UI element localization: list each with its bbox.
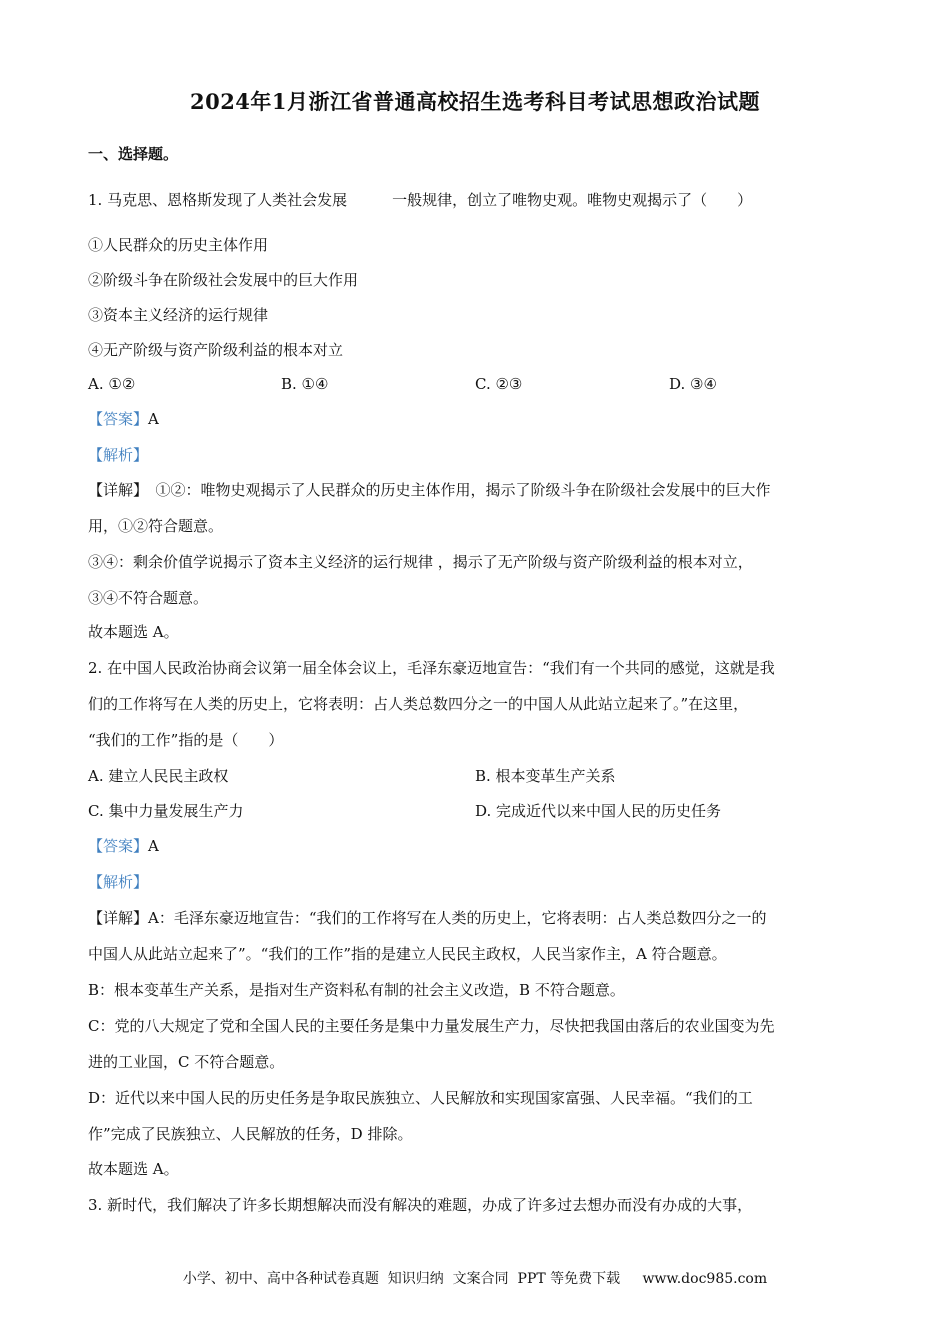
q2-analysis-tag: 【解析】 [88,873,149,891]
q1-item: ①人民群众的历史主体作用 [88,236,269,254]
q1-option-c: C. ②③ [475,375,523,393]
detail-text: A：毛泽东豪迈地宣告：“我们的工作将写在人类的历史上，它将表明：占人类总数四分之一的 [148,909,767,927]
q2-detail-line: 作”完成了民族独立、人民解放的任务，D 排除。 [88,1125,413,1143]
q1-option-d: D. ③④ [669,375,717,393]
q1-detail-line: ③④：剩余价值学说揭示了资本主义经济的运行规律 ，揭示了无产阶级与资产阶级利益的根本对立， [88,553,753,571]
q2-stem: 2. 在中国人民政治协商会议第一届全体会议上，毛泽东豪迈地宣告：“我们有一个共同的感觉，这就是我 [88,659,775,677]
q1-detail-line: 用，①②符合题意。 [88,517,224,535]
q1-detail [88,480,771,500]
q1-stem: 1. 马克思、恩格斯发现了人类社会发展 一般规律，创立了唯物史观。唯物史观揭示了（ ） [88,191,753,209]
q1-item: ②阶级斗争在阶级社会发展中的巨大作用 [88,271,359,289]
q2-option-b: B. 根本变革生产关系 [475,767,616,785]
q1-option-a: A. ①② [88,375,136,393]
q1-analysis-tag: 【解析】 [88,446,149,464]
answer-value: A [148,410,159,428]
answer-tag: 【答案】 [88,410,149,428]
answer-value: A [148,837,159,855]
q1-item: ④无产阶级与资产阶级利益的根本对立 [88,341,344,359]
q2-detail [88,908,767,928]
page-title: 2024年1月浙江省普通高校招生选考科目考试思想政治试题 [189,89,761,114]
q2-option-a: A. 建立人民民主政权 [88,767,229,785]
q2-answer [88,836,159,856]
q2-detail-line: 进的工业国，C 不符合题意。 [88,1053,285,1071]
detail-text: ①②：唯物史观揭示了人民群众的历史主体作用，揭示了阶级斗争在阶级社会发展中的巨大作 [140,481,771,499]
q1-detail-line: ③④不符合题意。 [88,589,209,607]
q2-conclusion: 故本题选 A。 [88,1160,179,1178]
detail-tag: 【详解】 [88,909,149,927]
q2-detail-line: B：根本变革生产关系，是指对生产资料私有制的社会主义改造，B 不符合题意。 [88,981,625,999]
q2-detail-line: C：党的八大规定了党和全国人民的主要任务是集中力量发展生产力，尽快把我国由落后的农业国变为先 [88,1017,775,1035]
q1-conclusion: 故本题选 A。 [88,623,179,641]
q2-stem: 们的工作将写在人类的历史上，它将表明：占人类总数四分之一的中国人从此站立起来了。”在这里， [88,695,749,713]
q1-item: ③资本主义经济的运行规律 [88,306,269,324]
q2-option-d: D. 完成近代以来中国人民的历史任务 [475,802,722,820]
detail-tag: 【详解】 [88,481,141,499]
page-footer: 小学、初中、高中各种试卷真题 知识归纳 文案合同 PPT 等免费下载 www.doc985.com [182,1271,768,1287]
q1-answer [88,409,159,429]
q2-stem: “我们的工作”指的是（ ） [88,731,284,749]
q2-option-c: C. 集中力量发展生产力 [88,802,244,820]
section-heading: 一、选择题。 [88,145,179,163]
q2-detail-line: 中国人从此站立起来了”。“我们的工作”指的是建立人民民主政权，人民当家作主，A 符合题意。 [88,945,727,963]
q3-stem: 3. 新时代，我们解决了许多长期想解决而没有解决的难题，办成了许多过去想办而没有办成的大事， [88,1196,753,1214]
q1-option-b: B. ①④ [281,375,329,393]
answer-tag: 【答案】 [88,837,149,855]
q2-detail-line: D：近代以来中国人民的历史任务是争取民族独立、人民解放和实现国家富强、人民幸福。“我们的工 [88,1089,753,1107]
